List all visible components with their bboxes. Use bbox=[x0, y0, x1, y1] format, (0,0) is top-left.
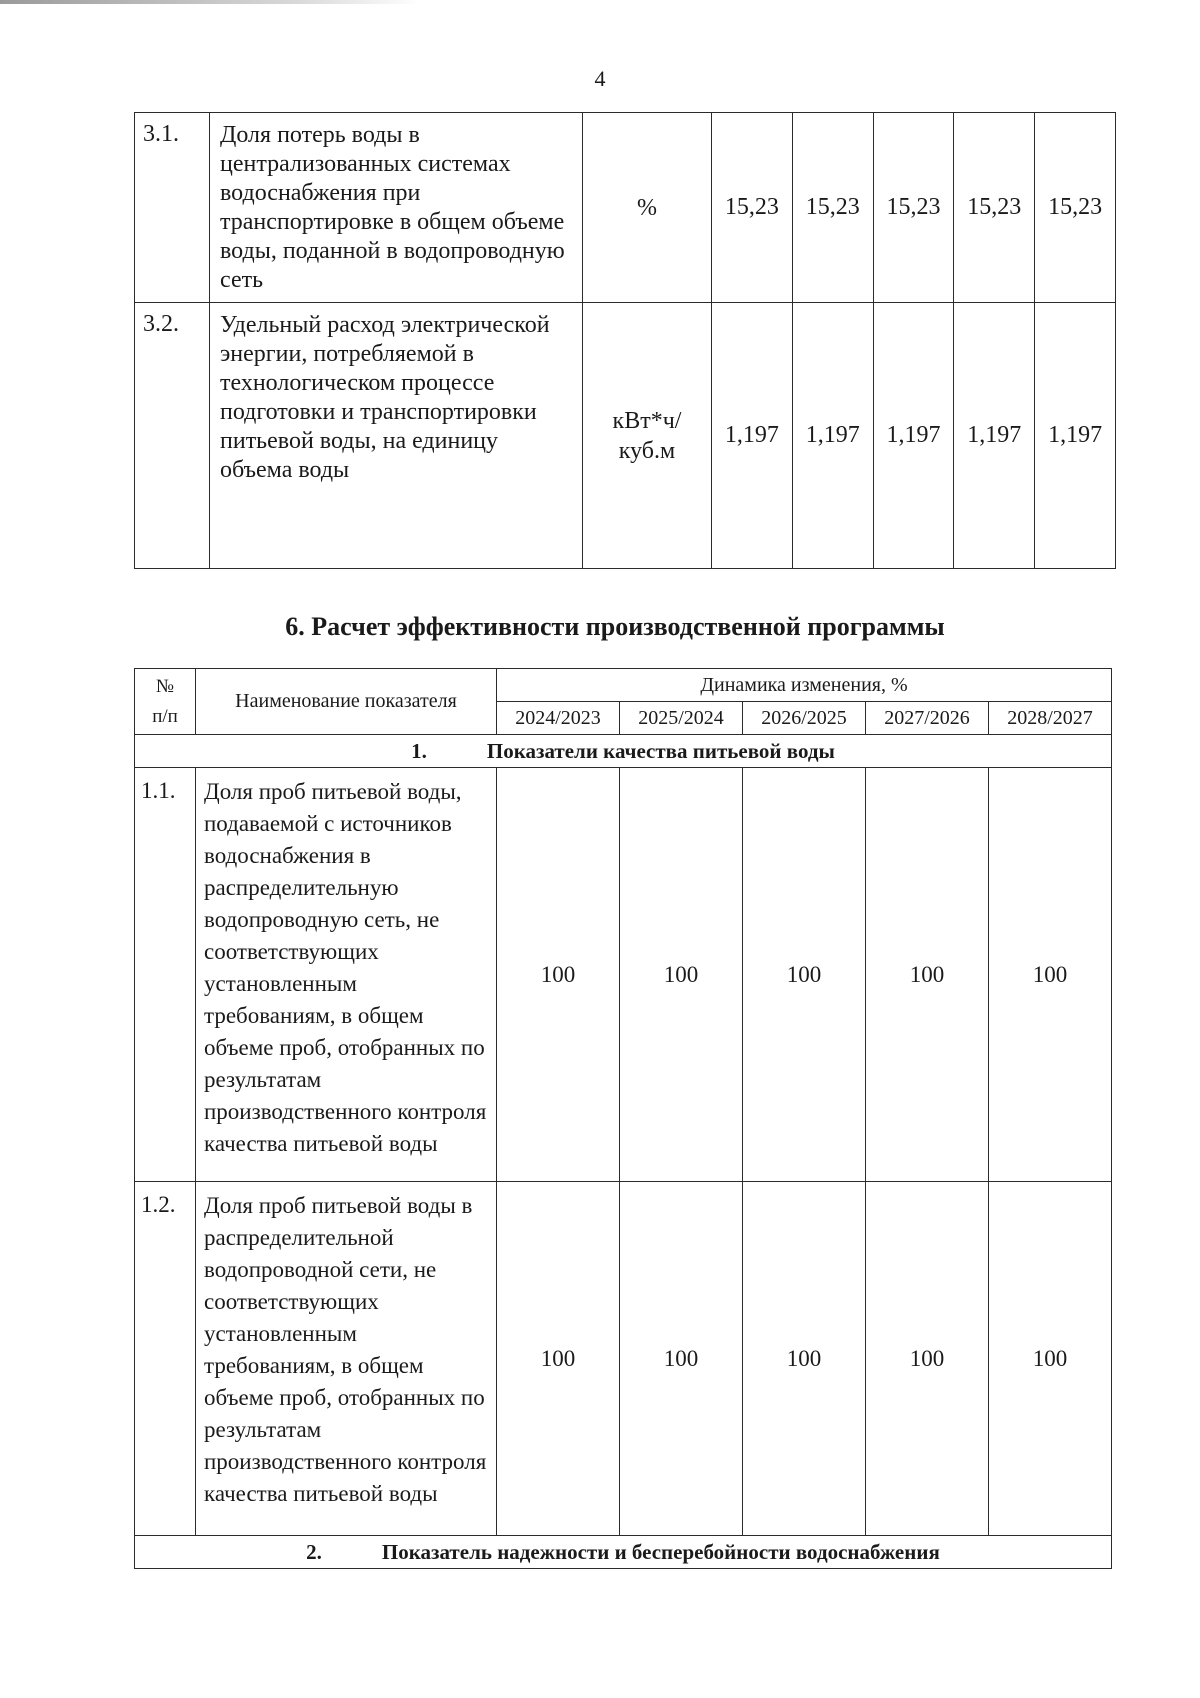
table-row bbox=[135, 768, 1112, 1182]
section-heading-text: Показатель надежности и бесперебойности водоснабжения bbox=[381, 1539, 940, 1564]
row-number: 3.1. bbox=[135, 113, 210, 303]
value-cell: 15,23 bbox=[712, 113, 793, 303]
value-cell: 100 bbox=[743, 1182, 866, 1536]
value-cell: 100 bbox=[620, 1182, 743, 1536]
section-row bbox=[135, 735, 1112, 768]
header-year: 2024/2023 bbox=[497, 702, 620, 735]
header-year: 2026/2025 bbox=[743, 702, 866, 735]
value-cell: 100 bbox=[497, 768, 620, 1182]
value-cell: 15,23 bbox=[1035, 113, 1116, 303]
value-cell: 100 bbox=[989, 1182, 1112, 1536]
indicator-name: Доля потерь воды в централизованных системах водоснабжения при транспортировке в общем объеме воды, поданной в водопроводную сеть bbox=[210, 113, 583, 303]
header-name: Наименование показателя bbox=[196, 669, 497, 735]
value-cell: 1,197 bbox=[954, 303, 1035, 569]
value-cell: 15,23 bbox=[873, 113, 954, 303]
value-cell: 15,23 bbox=[792, 113, 873, 303]
value-cell: 1,197 bbox=[1035, 303, 1116, 569]
section-row bbox=[135, 1536, 1112, 1569]
section-heading bbox=[135, 735, 1112, 768]
header-year: 2028/2027 bbox=[989, 702, 1112, 735]
row-number: 3.2. bbox=[135, 303, 210, 569]
efficiency-table bbox=[134, 668, 1112, 1569]
value-cell: 100 bbox=[620, 768, 743, 1182]
table-row bbox=[135, 303, 1116, 569]
unit-cell bbox=[583, 303, 712, 569]
value-cell: 1,197 bbox=[792, 303, 873, 569]
header-num-abbr: п/п bbox=[152, 705, 178, 727]
value-cell: 100 bbox=[989, 768, 1112, 1182]
unit-line: куб.м bbox=[618, 437, 676, 464]
header-year: 2027/2026 bbox=[866, 702, 989, 735]
indicator-name: Доля проб питьевой воды, подаваемой с источников водоснабжения в распределительную водопроводную сеть, не соответствующих установленным требованиям, в общем объеме проб, отобранных по результатам производственного контроля качества питьевой воды bbox=[196, 768, 497, 1182]
section-number: 2. bbox=[306, 1539, 322, 1564]
header-dynamics: Динамика изменения, % bbox=[497, 669, 1112, 702]
row-number: 1.1. bbox=[135, 768, 196, 1182]
header-year: 2025/2024 bbox=[620, 702, 743, 735]
scan-edge bbox=[0, 0, 420, 4]
continuation-table bbox=[134, 112, 1116, 569]
section-number: 1. bbox=[411, 738, 427, 763]
indicator-name: Удельный расход электрической энергии, потребляемой в технологическом процессе подготовки и транспортировки питьевой воды, на единицу объема воды bbox=[210, 303, 583, 569]
value-cell: 100 bbox=[743, 768, 866, 1182]
header-num-symbol: № bbox=[155, 675, 175, 697]
value-cell: 15,23 bbox=[954, 113, 1035, 303]
row-number: 1.2. bbox=[135, 1182, 196, 1536]
value-cell: 1,197 bbox=[712, 303, 793, 569]
unit-line: % bbox=[637, 194, 657, 221]
table-row bbox=[135, 113, 1116, 303]
unit-cell bbox=[583, 113, 712, 303]
header-row bbox=[135, 669, 1112, 702]
section-title: 6. Расчет эффективности производственной программы bbox=[285, 612, 945, 641]
unit-line: кВт*ч/ bbox=[612, 407, 682, 434]
section-heading-text: Показатели качества питьевой воды bbox=[486, 738, 835, 763]
value-cell: 100 bbox=[866, 1182, 989, 1536]
value-cell: 100 bbox=[497, 1182, 620, 1536]
page-number: 4 bbox=[594, 66, 606, 91]
value-cell: 100 bbox=[866, 768, 989, 1182]
section-heading bbox=[135, 1536, 1112, 1569]
value-cell: 1,197 bbox=[873, 303, 954, 569]
header-num-cell bbox=[135, 669, 196, 735]
table-row bbox=[135, 1182, 1112, 1536]
indicator-name: Доля проб питьевой воды в распределительной водопроводной сети, не соответствующих установленным требованиям, в общем объеме проб, отобранных по результатам производственного контроля качества питьевой воды bbox=[196, 1182, 497, 1536]
